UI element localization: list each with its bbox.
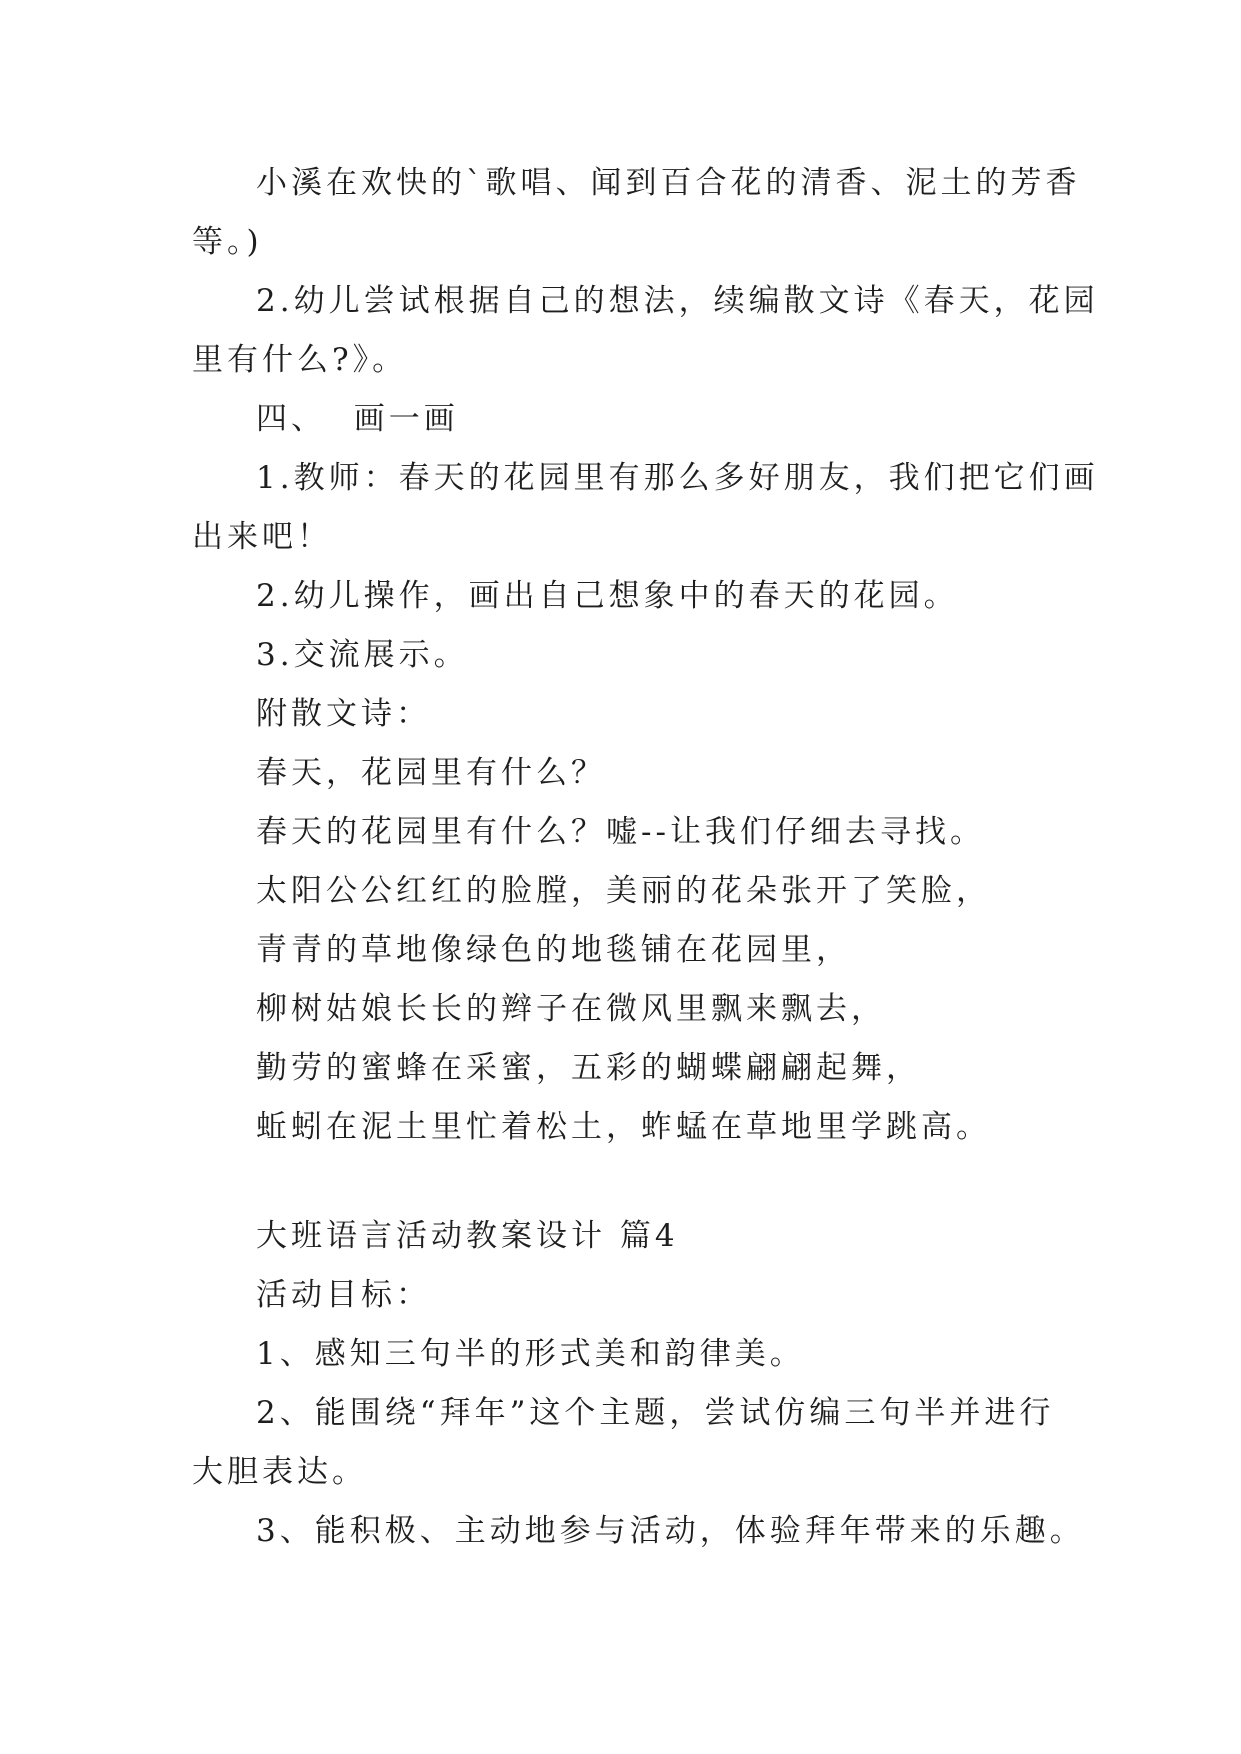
poem-line: 蚯蚓在泥土里忙着松土，蚱蜢在草地里学跳高。: [256, 1109, 991, 1145]
text-line: 小溪在欢快的`歌唱、闻到百合花的清香、泥土的芳香: [256, 165, 1081, 201]
text-line: 等。): [192, 224, 263, 260]
text-line: 附散文诗：: [256, 696, 431, 732]
poem-line: 柳树姑娘长长的辫子在微风里飘来飘去，: [256, 991, 886, 1027]
text-line: 2.幼儿尝试根据自己的想法，续编散文诗《春天，花园: [256, 283, 1099, 319]
text-line: 2.幼儿操作，画出自己想象中的春天的花园。: [256, 578, 959, 614]
poem-line: 勤劳的蜜蜂在采蜜，五彩的蝴蝶翩翩起舞，: [256, 1050, 921, 1086]
text-line: 活动目标：: [256, 1277, 431, 1313]
text-line: 3、能积极、主动地参与活动，体验拜年带来的乐趣。: [256, 1513, 1085, 1549]
poem-line: 青青的草地像绿色的地毯铺在花园里，: [256, 932, 851, 968]
text-line: 2、能围绕“拜年”这个主题，尝试仿编三句半并进行: [256, 1395, 1055, 1431]
poem-title: 春天，花园里有什么？: [256, 755, 606, 791]
section-heading: 四、 画一画: [256, 401, 459, 437]
text-line: 里有什么?》。: [192, 342, 408, 378]
text-line: 大胆表达。: [192, 1454, 367, 1490]
text-line: 3.交流展示。: [256, 637, 469, 673]
text-line: 出来吧！: [192, 519, 332, 555]
section-title: 大班语言活动教案设计 篇4: [256, 1218, 679, 1254]
poem-line: 春天的花园里有什么？嘘--让我们仔细去寻找。: [256, 814, 985, 850]
poem-line: 太阳公公红红的脸膛，美丽的花朵张开了笑脸，: [256, 873, 991, 909]
text-line: 1.教师：春天的花园里有那么多好朋友，我们把它们画: [256, 460, 1099, 496]
text-line: 1、感知三句半的形式美和韵律美。: [256, 1336, 805, 1372]
